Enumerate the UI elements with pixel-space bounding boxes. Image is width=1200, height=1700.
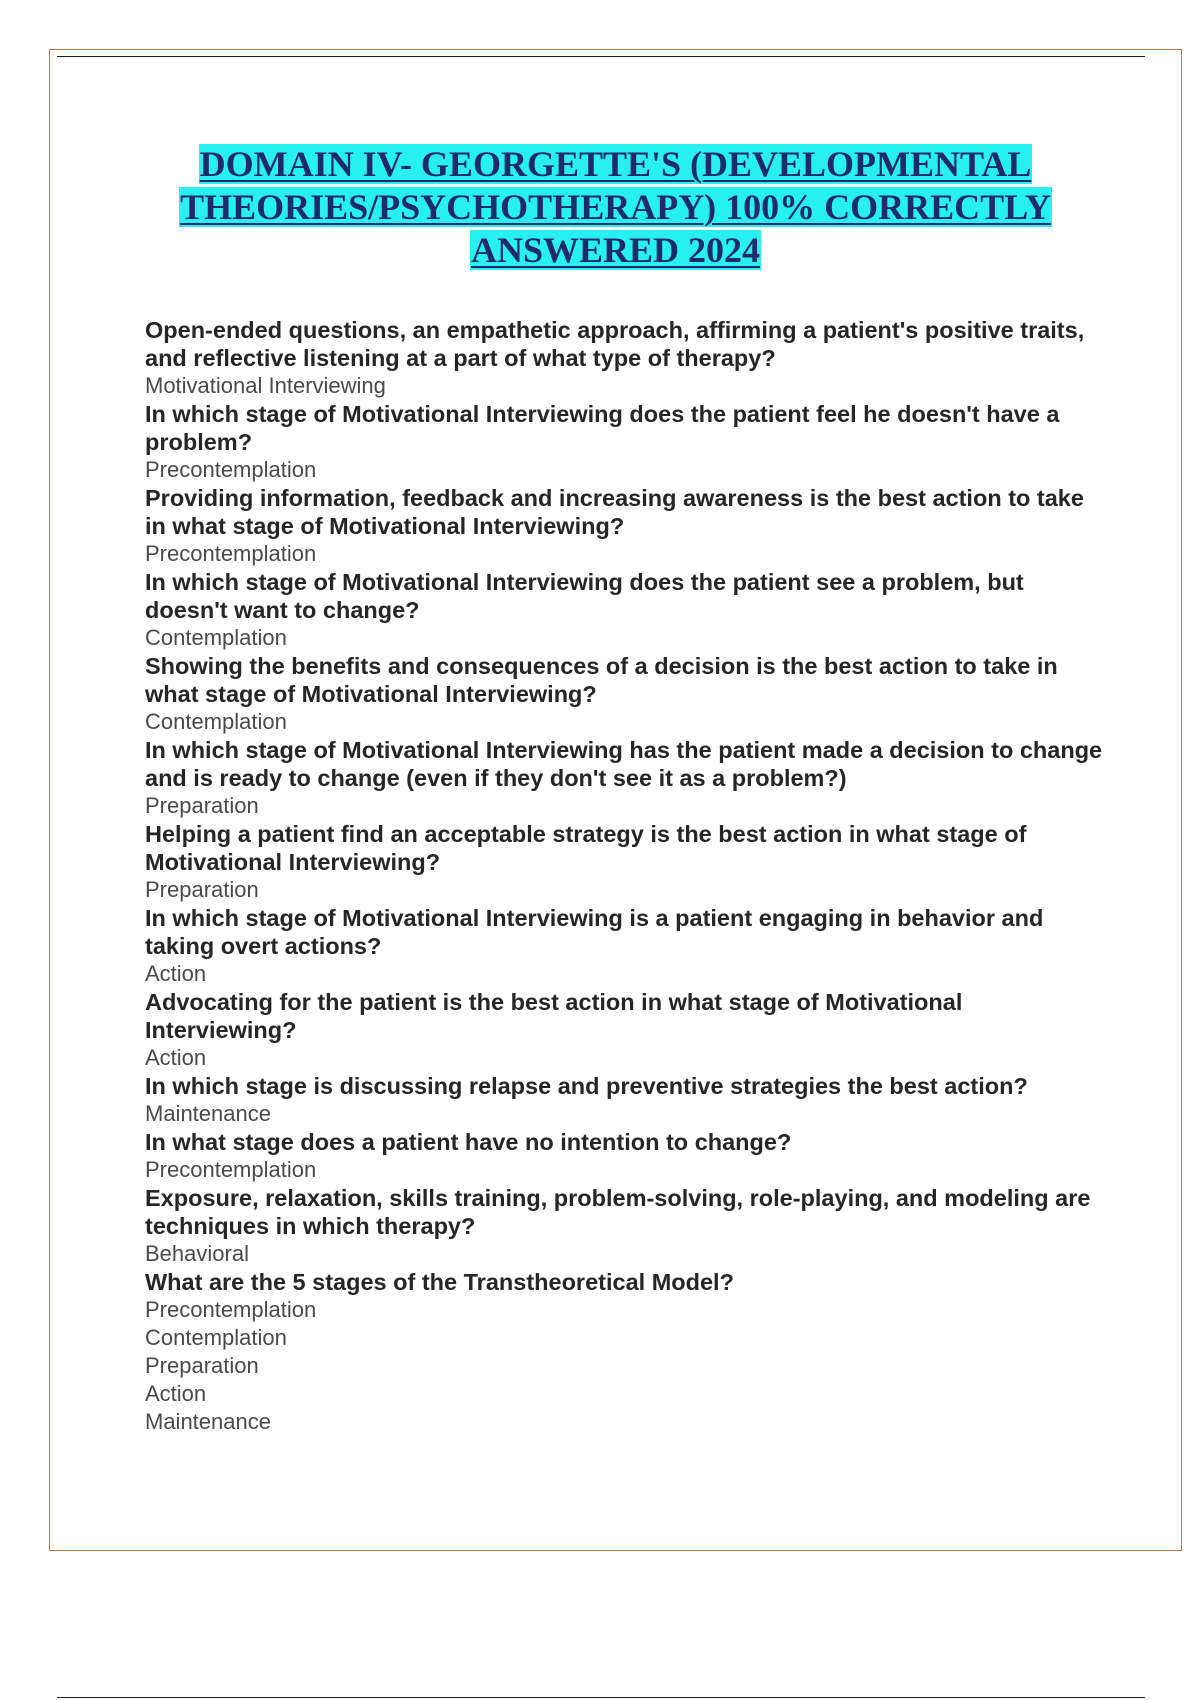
qa-item [145,1072,1105,1128]
qa-item [145,736,1105,820]
answer-text: Preparation [145,1353,259,1378]
answer-text: Contemplation [145,1325,287,1350]
answer-text: Maintenance [145,1409,271,1434]
question-text: In which stage of Motivational Interviewing does the patient see a problem, but doesn't want to change? [145,569,1024,623]
qa-item [145,652,1105,736]
answer-text: Precontemplation [145,1157,317,1182]
answer-text: Preparation [145,793,259,818]
bottom-rule [57,1697,1145,1698]
title-line-3: ANSWERED 2024 [470,230,761,270]
question-text: In which stage of Motivational Interviewing is a patient engaging in behavior and taking overt actions? [145,905,1044,959]
answer-text: Action [145,1045,207,1070]
question-text: In which stage is discussing relapse and preventive strategies the best action? [145,1073,1028,1099]
question-text: Helping a patient find an acceptable strategy is the best action in what stage of Motivational Interviewing? [145,821,1027,875]
answer-text: Maintenance [145,1101,271,1126]
qa-item [145,1184,1105,1268]
question-text: Advocating for the patient is the best action in what stage of Motivational Interviewing? [145,989,963,1043]
question-text: Showing the benefits and consequences of a decision is the best action to take in what stage of Motivational Interviewing? [145,653,1058,707]
question-text: In which stage of Motivational Interviewing has the patient made a decision to change and is ready to change (even if they don't see it as a problem?) [145,737,1103,791]
qa-item [145,820,1105,904]
question-text: In what stage does a patient have no intention to change? [145,1129,792,1155]
question-text: Providing information, feedback and increasing awareness is the best action to take in what stage of Motivational Interviewing? [145,485,1084,539]
answer-text: Precontemplation [145,1297,317,1322]
question-text: What are the 5 stages of the Transtheoretical Model? [145,1269,734,1295]
qa-item [145,400,1105,484]
qa-item [145,904,1105,988]
qa-list [145,316,1105,1436]
title-line-2: THEORIES/PSYCHOTHERAPY) 100% CORRECTLY [180,187,1051,227]
title-line-1: DOMAIN IV- GEORGETTE'S (DEVELOPMENTAL [199,144,1032,184]
qa-item [145,1128,1105,1184]
qa-item [145,484,1105,568]
answer-text: Action [145,1381,207,1406]
qa-item [145,988,1105,1072]
answer-text: Motivational Interviewing [145,373,386,398]
top-rule [57,56,1145,57]
answer-text: Contemplation [145,625,287,650]
answer-text: Precontemplation [145,457,317,482]
qa-item [145,316,1105,400]
document-title [100,143,1131,272]
question-text: Open-ended questions, an empathetic approach, affirming a patient's positive traits, and reflective listening at a part of what type of therapy? [145,317,1085,371]
question-text: Exposure, relaxation, skills training, problem-solving, role-playing, and modeling are techniques in which therapy? [145,1185,1091,1239]
answer-text: Behavioral [145,1241,249,1266]
qa-item [145,1268,1105,1436]
answer-text: Contemplation [145,709,287,734]
answer-text: Action [145,961,207,986]
answer-text: Precontemplation [145,541,317,566]
answer-text: Preparation [145,877,259,902]
question-text: In which stage of Motivational Interviewing does the patient feel he doesn't have a problem? [145,401,1060,455]
qa-item [145,568,1105,652]
